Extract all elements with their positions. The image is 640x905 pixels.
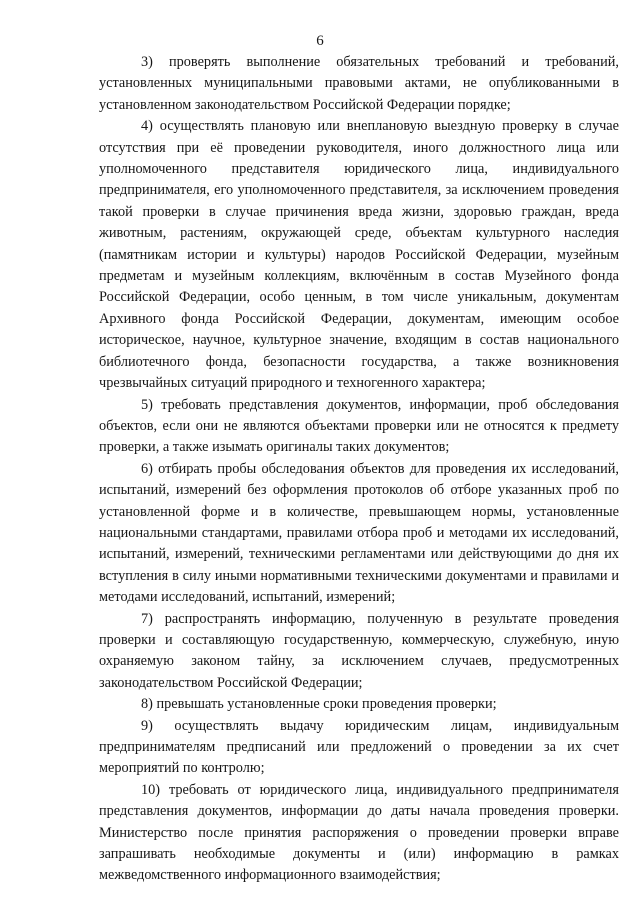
page-number: 6 [316, 33, 324, 49]
paragraph-item-8: 8) превышать установленные сроки проведения проверки; [141, 696, 497, 713]
paragraph-item-7: 7) распространять информацию, полученную в результате проведения проверки и составляющую государственную, коммерческую, служебную, иную охраняемую законом тайну, за исключением случаев, предусмотренных законодательством Российской Федерации; [99, 610, 619, 691]
paragraph-item-9: 9) осуществлять выдачу юридическим лицам, индивидуальным предпринимателям предписаний или предложений о проведении за их счет мероприятий по контролю; [99, 717, 619, 777]
paragraph-item-5: 5) требовать представления документов, информации, проб обследования объектов, если они не являются объектами проверки или не относятся к предмету проверки, а также изымать оригиналы таких документов; [99, 396, 619, 456]
document-body [99, 52, 619, 887]
paragraph-item-6: 6) отбирать пробы обследования объектов для проведения их исследований, испытаний, измерений без оформления протоколов об отборе указанных проб по установленной форме и в количестве, превышающем нормы, установленные национальными стандартами, правилами отбора проб и методами их исследований, испытаний, измерений, техническими регламентами или действующими до дня их вступления в силу иными нормативными техническими документами и правилами и методами исследований, испытаний, измерений; [99, 460, 619, 606]
paragraph-item-10: 10) требовать от юридического лица, индивидуального предпринимателя представления документов, информации до даты начала проведения проверки. Министерство после принятия распоряжения о проведении проверки вправе запрашивать необходимые документы и (или) информацию в рамках межведомственного информационного взаимодействия; [99, 781, 619, 884]
paragraph-item-4: 4) осуществлять плановую или внеплановую выездную проверку в случае отсутствия при её проведении руководителя, иного должностного лица или уполномоченного представителя юридического лица, индивидуального предпринимателя, его уполномоченного представителя, за исключением проведения такой проверки в случае причинения вреда жизни, здоровью граждан, вреда животным, растениям, окружающей среде, объектам культурного наследия (памятникам истории и культуры) народов Российской Федерации, музейным предметам и музейным коллекциям, включённым в состав Музейного фонда Российской Федерации, особо ценным, в том числе уникальным, документам Архивного фонда Российской Федерации, документам, имеющим особое историческое, научное, культурное значение, входящим в состав национального библиотечного фонда, безопасности государства, а также возникновения чрезвычайных ситуаций природного и техногенного характера; [99, 118, 619, 392]
paragraph-item-3: 3) проверять выполнение обязательных требований и требований, установленных муниципальными правовыми актами, не опубликованными в установленном законодательством Российской Федерации порядке; [99, 54, 619, 113]
